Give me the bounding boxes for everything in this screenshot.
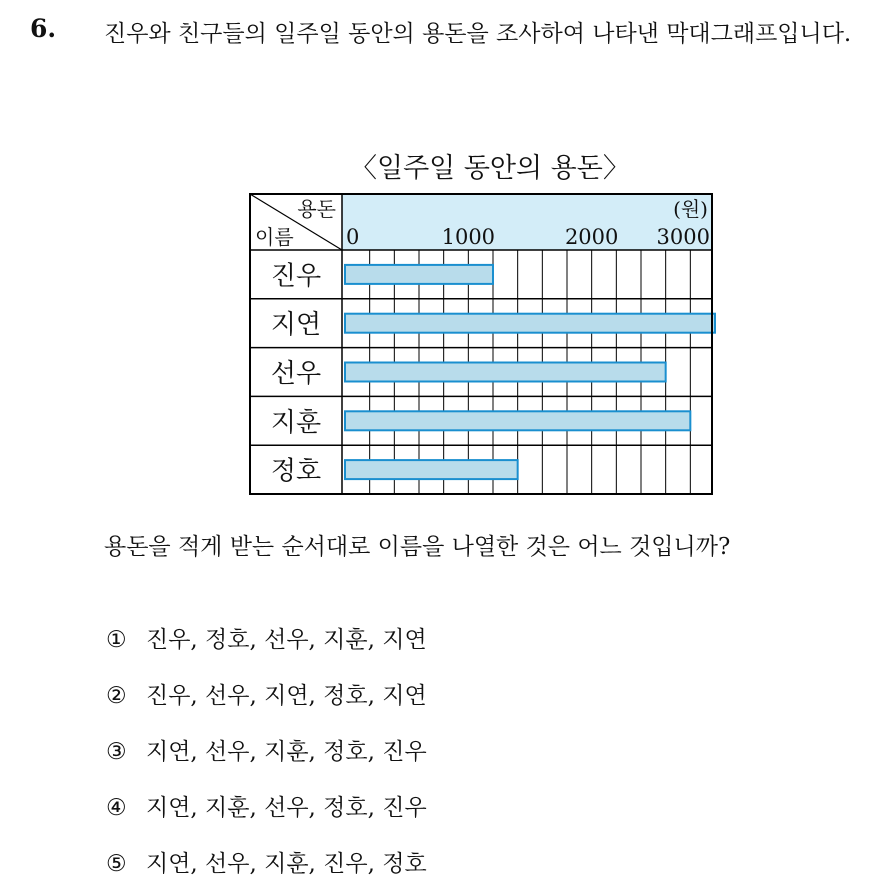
choice-text: 진우, 선우, 지연, 정호, 지연 xyxy=(146,683,427,709)
category-label: 선우 xyxy=(270,359,322,389)
bar-3 xyxy=(345,363,666,382)
tick-label: 1000 xyxy=(441,225,496,249)
choice-text: 지연, 지훈, 선우, 정호, 진우 xyxy=(146,795,427,821)
category-label: 정호 xyxy=(270,456,322,487)
question-text: 진우와 친구들의 일주일 동안의 용돈을 조사하여 나타낸 막대그래프입니다. xyxy=(104,21,852,47)
choice-2[interactable] xyxy=(106,677,427,710)
choice-number: ③ xyxy=(106,739,127,765)
choice-number: ② xyxy=(106,683,127,709)
category-label: 진우 xyxy=(270,261,322,292)
bar-4 xyxy=(345,411,690,430)
choice-number: ⑤ xyxy=(106,851,127,877)
question-number: 6. xyxy=(30,14,57,43)
choice-text: 지연, 선우, 지훈, 진우, 정호 xyxy=(146,851,427,877)
category-label: 지훈 xyxy=(270,407,322,438)
bar-1 xyxy=(345,265,493,284)
question-prompt: 용돈을 적게 받는 순서대로 이름을 나열한 것은 어느 것입니까? xyxy=(104,534,731,560)
unit-label: (원) xyxy=(673,197,708,221)
bar-5 xyxy=(345,460,518,479)
bar-2 xyxy=(345,314,715,333)
choice-text: 지연, 선우, 지훈, 정호, 진우 xyxy=(146,739,427,765)
choice-5[interactable] xyxy=(106,845,427,878)
choice-text: 진우, 정호, 선우, 지훈, 지연 xyxy=(146,627,427,653)
choice-4[interactable] xyxy=(106,789,427,822)
tick-label: 0 xyxy=(346,225,360,249)
chart-title: 〈일주일 동안의 용돈〉 xyxy=(350,153,630,184)
tick-label: 2000 xyxy=(564,225,619,249)
tick-label: 3000 xyxy=(656,225,710,249)
choice-1[interactable] xyxy=(106,621,427,654)
corner-label-amount: 용돈 xyxy=(297,197,336,221)
category-label: 지연 xyxy=(270,310,322,341)
corner-label-name: 이름 xyxy=(255,225,294,249)
choice-3[interactable] xyxy=(106,733,427,766)
choice-number: ① xyxy=(106,627,127,653)
choice-number: ④ xyxy=(106,795,127,821)
